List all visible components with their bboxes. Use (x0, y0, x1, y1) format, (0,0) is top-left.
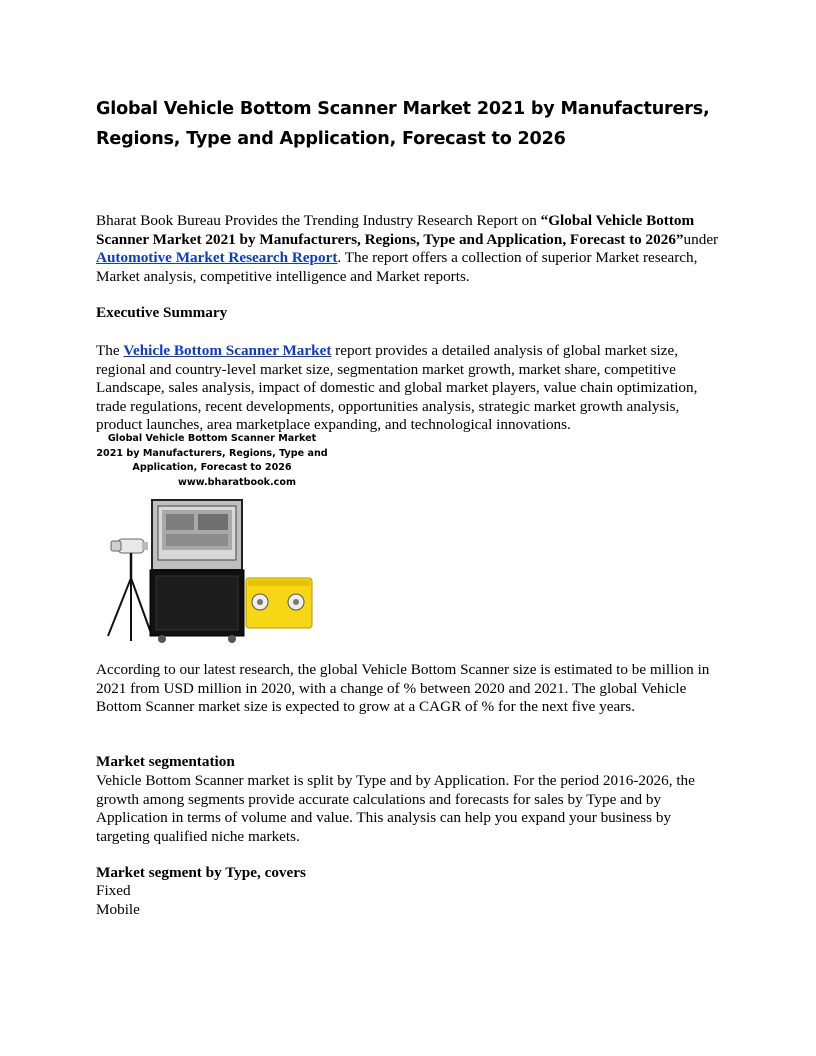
market-segmentation-paragraph: Vehicle Bottom Scanner market is split by Type and by Application. For the period 2016-2026, the growth among segments provide accurate calculations and forecasts for sales by Type and by Application in terms of volume and value. This analysis can help you expand your business by targeting qualified niche markets. (96, 772, 695, 845)
intro-under: under (683, 230, 719, 248)
vehicle-scanner-image (96, 496, 328, 646)
research-paragraph: According to our latest research, the global Vehicle Bottom Scanner size is estimated to be million in 2021 from USD million in 2020, with a change of % between 2020 and 2021. The global Vehicle Bottom Scanner market size is expected to grow at a CAGR of % for the next five years. (96, 661, 710, 715)
executive-summary-heading: Executive Summary (96, 304, 228, 321)
under-vehicle-scanner-icon (246, 578, 312, 628)
figure-caption-line-1: Global Vehicle Bottom Scanner Market (107, 433, 317, 444)
intro-prefix: Bharat Book Bureau Provides the Trending Industry Research Report on (96, 212, 541, 229)
camera-tripod-icon (108, 539, 152, 641)
exec-text: report provides a detailed analysis of global market size, regional and country-level market size, segmentation market growth, market share, competitive Landscape, sales analysis, impact of domestic and global market players, value chain optimization, trade regulations, recent developments, opportunities analysis, strategic market growth analysis, product launches, area marketplace expanding, and technological innovations. (96, 342, 698, 433)
intro-suffix: . The report offers a collection of superior Market research, Market analysis, competitive intelligence and Market reports. (96, 249, 698, 285)
figure-caption (96, 432, 328, 490)
list-item: Mobile (96, 901, 140, 918)
intro-report-title: “Global Vehicle Bottom Scanner Market 2021 by Manufacturers, Regions, Type and Application, Forecast to 2026” (96, 212, 695, 248)
scanner-cart-icon (150, 500, 244, 643)
figure-caption-line-3: Application, Forecast to 2026 (132, 462, 292, 473)
vehicle-bottom-scanner-market-link[interactable]: Vehicle Bottom Scanner Market (123, 342, 332, 359)
exec-prefix: The (96, 342, 124, 359)
automotive-market-report-link[interactable]: Automotive Market Research Report (96, 249, 338, 266)
list-item: Fixed (96, 882, 131, 899)
segment-by-type-heading: Market segment by Type, covers (96, 864, 306, 881)
executive-summary-paragraph (96, 342, 724, 435)
market-segmentation-heading: Market segmentation (96, 753, 235, 770)
intro-paragraph (96, 212, 724, 286)
figure-caption-url: www.bharatbook.com (178, 476, 296, 488)
document-title: Global Vehicle Bottom Scanner Market 2021 by Manufacturers, Regions, Type and Application, Forecast to 2026 (96, 99, 710, 149)
figure-caption-line-2: 2021 by Manufacturers, Regions, Type and (96, 447, 328, 459)
product-figure (96, 432, 328, 647)
